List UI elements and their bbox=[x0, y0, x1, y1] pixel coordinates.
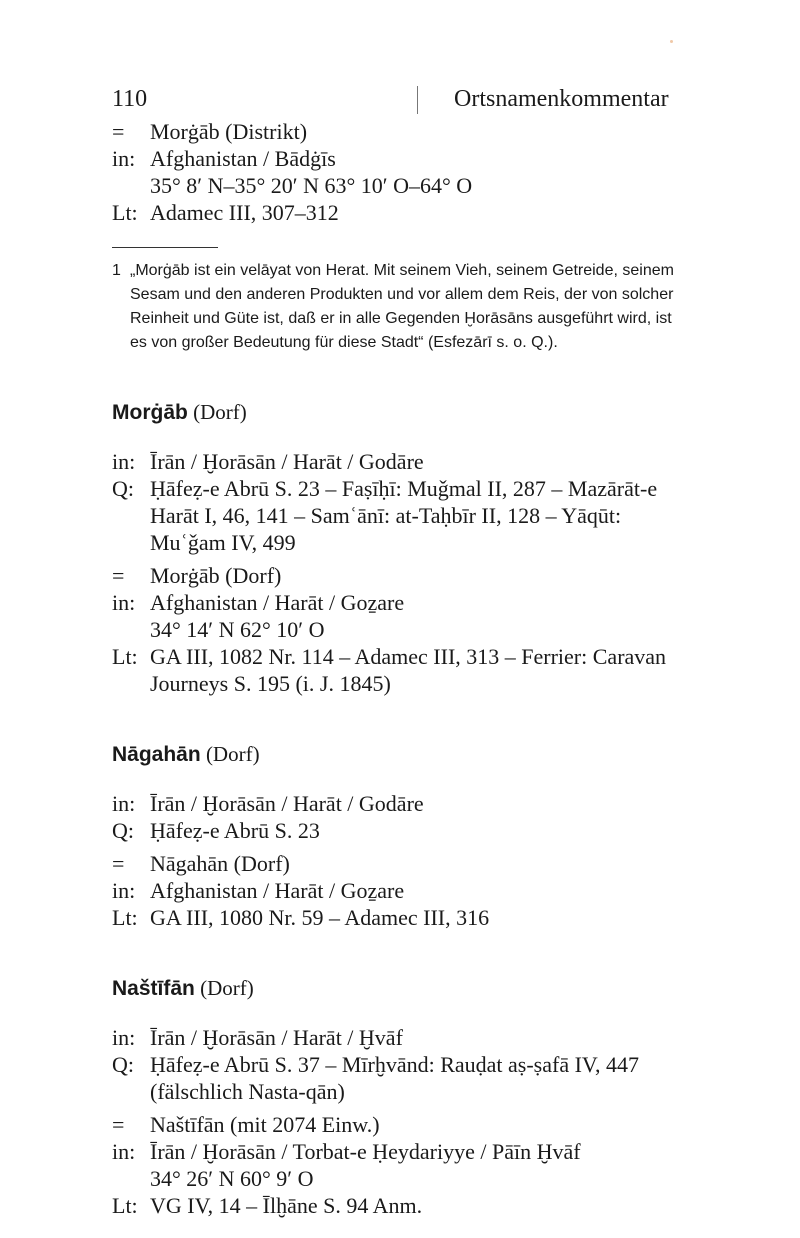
line-text: Nāgahān (Dorf) bbox=[150, 851, 290, 876]
page-content bbox=[112, 118, 692, 1219]
entry-line bbox=[112, 172, 692, 199]
line-tag: Lt: bbox=[112, 644, 138, 669]
entry-morgab bbox=[112, 399, 692, 697]
line-tag: Lt: bbox=[112, 1193, 138, 1218]
entry-line bbox=[112, 1165, 692, 1192]
line-tag: Q: bbox=[112, 818, 134, 843]
entry-qualifier: (Dorf) bbox=[205, 742, 260, 766]
entry-line bbox=[112, 1111, 692, 1138]
entry-line bbox=[112, 145, 692, 172]
entry-line bbox=[112, 850, 692, 877]
line-text: Morġāb (Distrikt) bbox=[150, 119, 308, 144]
line-text: 34° 14′ N 62° 10′ O bbox=[150, 617, 325, 642]
line-tag: in: bbox=[112, 1025, 136, 1050]
entry-line bbox=[112, 562, 692, 589]
entry-nagahan bbox=[112, 741, 692, 931]
line-text: 35° 8′ N–35° 20′ N 63° 10′ O–64° O bbox=[150, 173, 473, 198]
entry-line bbox=[112, 817, 692, 844]
line-tag: Q: bbox=[112, 476, 134, 501]
entry-line bbox=[112, 475, 692, 556]
entry-nastifan bbox=[112, 975, 692, 1219]
footnote-number: 1 bbox=[112, 262, 121, 279]
line-text: Īrān / Ḫorāsān / Harāt / Godāre bbox=[150, 449, 424, 474]
line-tag: Q: bbox=[112, 1052, 134, 1077]
line-text: 34° 26′ N 60° 9′ O bbox=[150, 1166, 314, 1191]
line-text: Īrān / Ḫorāsān / Torbat-e Ḥeydariyye / Pāīn Ḫvāf bbox=[150, 1139, 581, 1164]
entry-line bbox=[112, 904, 692, 931]
line-tag: in: bbox=[112, 1139, 136, 1164]
line-tag: in: bbox=[112, 146, 136, 171]
line-text: Naštīfān (mit 2074 Einw.) bbox=[150, 1112, 380, 1137]
line-tag: in: bbox=[112, 449, 136, 474]
line-text: Īrān / Ḫorāsān / Harāt / Godāre bbox=[150, 791, 424, 816]
entry-line bbox=[112, 643, 692, 697]
line-text: VG IV, 14 – Īlḫāne S. 94 Anm. bbox=[150, 1193, 423, 1218]
running-title: Ortsnamenkommentar bbox=[454, 86, 669, 112]
entry-line bbox=[112, 1192, 692, 1219]
line-text: Ḥāfeẓ-e Abrū S. 23 – Faṣīḥī: Muǧmal II, 287 – Mazārāt-e Harāt I, 46, 141 – Samʿānī: at-Taḥbīr II, 128 – Yāqūt: Muʿǧam IV, 499 bbox=[150, 476, 658, 555]
entry-heading bbox=[112, 975, 692, 1002]
line-tag: = bbox=[112, 119, 125, 144]
entry-qualifier: (Dorf) bbox=[200, 976, 254, 1000]
entry-name: Nāgahān bbox=[112, 743, 201, 766]
line-tag: = bbox=[112, 851, 125, 876]
top-block bbox=[112, 118, 692, 226]
line-text: Afghanistan / Bādġīs bbox=[150, 146, 336, 171]
line-tag: Lt: bbox=[112, 905, 138, 930]
entry-line bbox=[112, 877, 692, 904]
entry-name: Naštīfān bbox=[112, 977, 195, 1000]
page-number: 110 bbox=[112, 86, 148, 112]
line-tag: in: bbox=[112, 878, 136, 903]
line-text: Morġāb (Dorf) bbox=[150, 563, 282, 588]
line-tag: = bbox=[112, 563, 125, 588]
entry-heading bbox=[112, 399, 692, 426]
footnote bbox=[112, 259, 692, 355]
header-divider bbox=[417, 86, 418, 114]
entry-line bbox=[112, 1024, 692, 1051]
entry-line bbox=[112, 589, 692, 616]
line-text: Ḥāfeẓ-e Abrū S. 37 – Mīrḫvānd: Rauḍat aṣ-ṣafā IV, 447 (fälschlich Nasta-qān) bbox=[150, 1052, 639, 1104]
entry-line bbox=[112, 1051, 692, 1105]
entry-line bbox=[112, 448, 692, 475]
footnote-text: „Morġāb ist ein velāyat von Herat. Mit seinem Vieh, seinem Getreide, seinem Sesam und den anderen Produkten und vor allem dem Reis, der von solcher Reinheit und Güte ist, daß er in alle Gegenden Ḫorāsāns ausgeführt wird, ist es von großer Bedeutung für diese Stadt“ (Esfezārī s. o. Q.). bbox=[130, 262, 674, 351]
line-tag: Lt: bbox=[112, 200, 138, 225]
line-tag: in: bbox=[112, 791, 136, 816]
paper-speck bbox=[670, 40, 673, 43]
entry-heading bbox=[112, 741, 692, 768]
line-text: Ḥāfeẓ-e Abrū S. 23 bbox=[150, 818, 320, 843]
entry-line bbox=[112, 1138, 692, 1165]
entry-name: Morġāb bbox=[112, 401, 188, 424]
page-header bbox=[112, 86, 688, 116]
entry-qualifier: (Dorf) bbox=[193, 400, 247, 424]
line-text: Adamec III, 307–312 bbox=[150, 200, 339, 225]
entry-line bbox=[112, 616, 692, 643]
line-text: GA III, 1082 Nr. 114 – Adamec III, 313 – Ferrier: Caravan Journeys S. 195 (i. J. 1845) bbox=[150, 644, 667, 696]
line-tag: in: bbox=[112, 590, 136, 615]
line-tag: = bbox=[112, 1112, 125, 1137]
line-text: Afghanistan / Harāt / Goẕare bbox=[150, 878, 405, 903]
entry-line bbox=[112, 199, 692, 226]
entry-line bbox=[112, 790, 692, 817]
line-text: GA III, 1080 Nr. 59 – Adamec III, 316 bbox=[150, 905, 490, 930]
line-text: Īrān / Ḫorāsān / Harāt / Ḫvāf bbox=[150, 1025, 403, 1050]
line-text: Afghanistan / Harāt / Goẕare bbox=[150, 590, 405, 615]
footnote-rule bbox=[112, 247, 218, 248]
entry-line bbox=[112, 118, 692, 145]
